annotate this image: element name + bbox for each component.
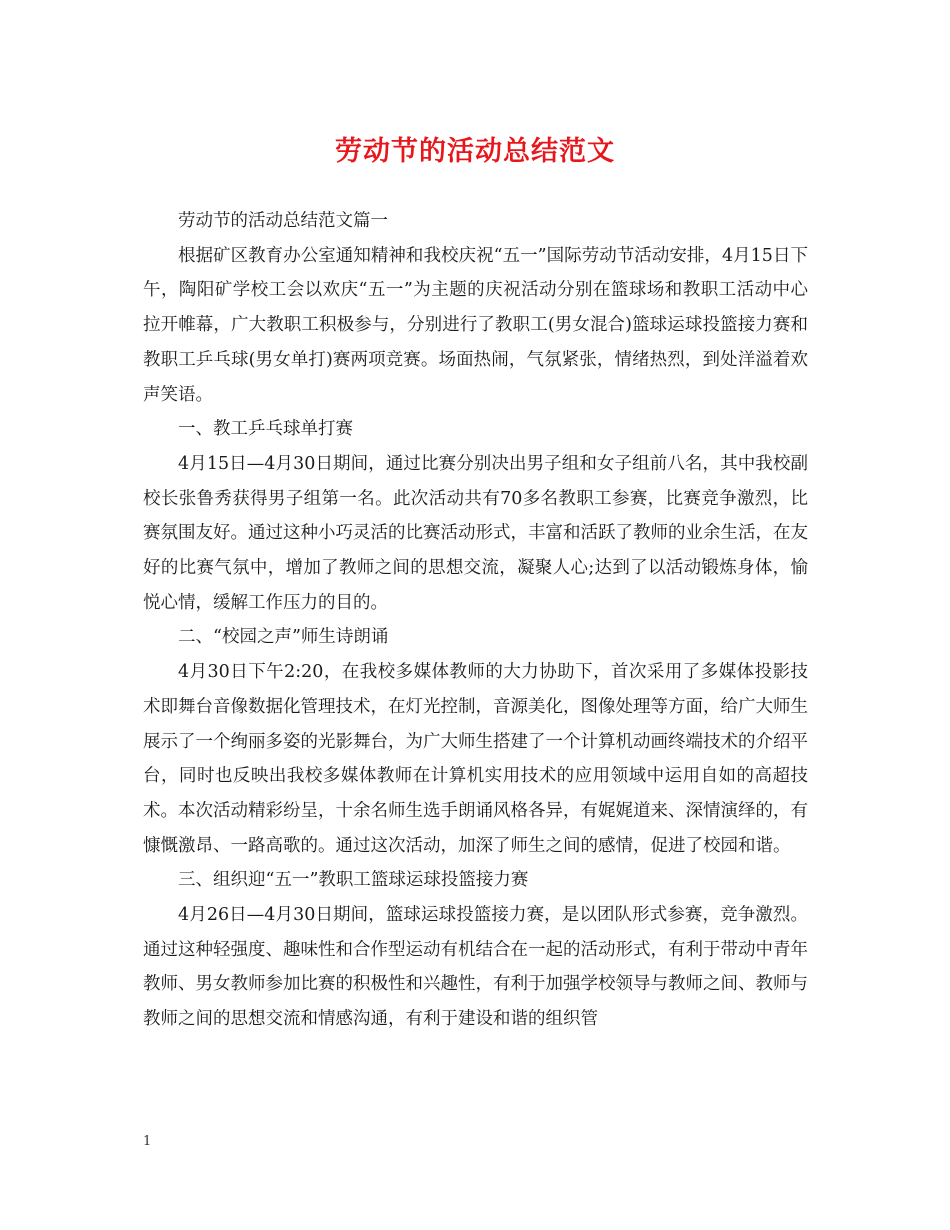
intro-paragraph: 根据矿区教育办公室通知精神和我校庆祝“五一”国际劳动节活动安排，4月15日下午，陶阳矿学校工会以欢庆“五一”为主题的庆祝活动分别在篮球场和教职工活动中心拉开帷幕，广大教职工积极参与，分别进行了教职工(男女混合)篮球运球投篮接力赛和教职工乒乓球(男女单打)赛两项竞赛。场面热闹，气氛紧张，情绪热烈，到处洋溢着欢声笑语。	[143, 245, 808, 405]
section-body-1: 4月15日—4月30日期间，通过比赛分别决出男子组和女子组前八名，其中我校副校长张鲁秀获得男子组第一名。此次活动共有70多名教职工参赛，比赛竞争激烈，比赛氛围友好。通过这种小巧灵活的比赛活动形式，丰富和活跃了教师的业余生活，在友好的比赛气氛中，增加了教师之间的思想交流，凝聚人心;达到了以活动锻炼身体，愉悦心情，缓解工作压力的目的。	[143, 453, 808, 613]
document-title: 劳动节的活动总结范文	[335, 136, 615, 167]
section-body-2: 4月30日下午2:20，在我校多媒体教师的大力协助下，首次采用了多媒体投影技术即舞台音像数据化管理技术，在灯光控制，音源美化，图像处理等方面，给广大师生展示了一个绚丽多姿的光影舞台，为广大师生搭建了一个计算机动画终端技术的介绍平台，同时也反映出我校多媒体教师在计算机实用技术的应用领域中运用自如的高超技术。本次活动精彩纷呈，十余名师生选手朗诵风格各异，有娓娓道来、深情演绎的，有慷慨激昂、一路高歌的。通过这次活动，加深了师生之间的感情，促进了校园和谐。	[143, 662, 808, 856]
section-heading-3: 三、组织迎“五一”教职工篮球运球投篮接力赛	[178, 870, 529, 891]
document-subtitle: 劳动节的活动总结范文篇一	[178, 211, 388, 231]
document-body	[143, 204, 808, 1037]
section-heading-1: 一、教工乒乓球单打赛	[178, 419, 353, 440]
section-body-3: 4月26日—4月30日期间，篮球运球投篮接力赛，是以团队形式参赛，竞争激烈。通过这种轻强度、趣味性和合作型运动有机结合在一起的活动形式，有利于带动中青年教师、男女教师参加比赛的积极性和兴趣性，有利于加强学校领导与教师之间、教师与教师之间的思想交流和情感沟通，有利于建设和谐的组织管	[143, 905, 808, 1030]
page-number: 1	[143, 1134, 152, 1149]
section-heading-2: 二、“校园之声”师生诗朗诵	[178, 627, 389, 648]
